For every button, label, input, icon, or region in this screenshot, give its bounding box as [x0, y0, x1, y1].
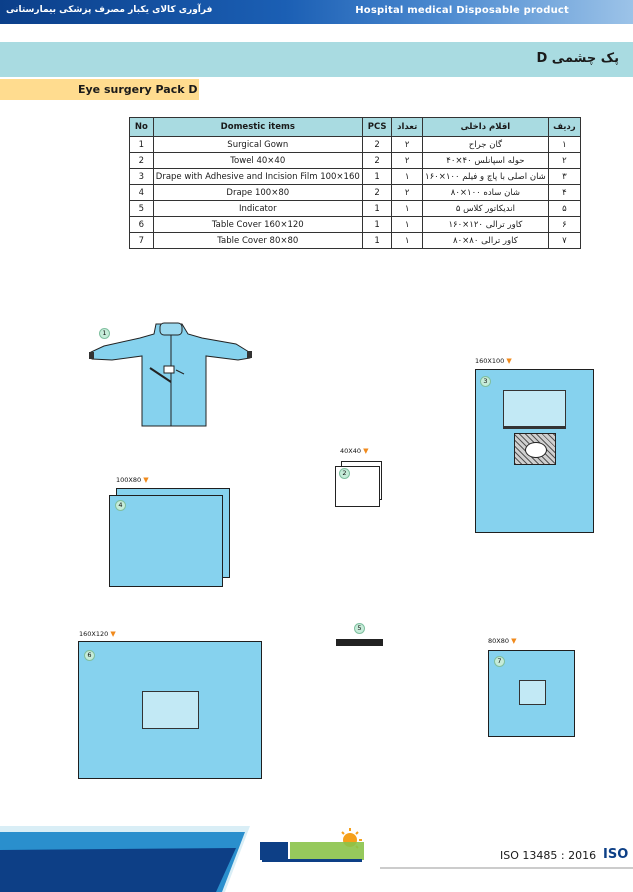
cell-qty-fa: ۱ [392, 201, 423, 217]
col-no: No [130, 118, 154, 137]
items-table [129, 117, 581, 249]
cell-qty-fa: ۱ [392, 169, 423, 185]
table-row [130, 153, 581, 169]
table-header-row [130, 118, 581, 137]
figure-number-6: 6 [84, 650, 95, 661]
cell-item-fa: کاور ترالی ۱۲۰×۱۶۰ [423, 217, 549, 233]
cell-row-fa: ۲ [548, 153, 580, 169]
surgical-gown-illustration [86, 318, 266, 430]
figure-number-1: 1 [99, 328, 110, 339]
cell-item-fa: حوله اسپانلس ۴۰×۴۰ [423, 153, 549, 169]
page-title-fa: پک چشمی D [536, 51, 619, 66]
cell-pcs: 1 [362, 217, 392, 233]
cell-no: 4 [130, 185, 154, 201]
iso-certification-text: ISO 13485 : 2016 [500, 849, 597, 862]
col-qty-fa: تعداد [392, 118, 423, 137]
figure-number-5: 5 [354, 623, 365, 634]
adhesive-pocket [503, 390, 566, 429]
cell-no: 7 [130, 233, 154, 249]
size-arrow-icon: ▼ [511, 637, 517, 645]
cell-no: 3 [130, 169, 154, 185]
col-items-fa: اقلام داخلی [423, 118, 549, 137]
cell-pcs: 1 [362, 201, 392, 217]
cell-pcs: 2 [362, 137, 392, 153]
cell-item: Indicator [153, 201, 362, 217]
indicator-strip [336, 639, 383, 646]
col-pcs: PCS [362, 118, 392, 137]
page-title-en: Eye surgery Pack D [0, 79, 199, 100]
cell-item: Drape with Adhesive and Incision Film 100×160 [153, 169, 362, 185]
cell-item-fa: اندیکاتور کلاس ۵ [423, 201, 549, 217]
table-row [130, 169, 581, 185]
cell-item: Drape 100×80 [153, 185, 362, 201]
table-row [130, 217, 581, 233]
cell-item-fa: گان جراح [423, 137, 549, 153]
size-arrow-icon: ▼ [506, 357, 512, 365]
eye-opening [525, 442, 547, 458]
cell-no: 5 [130, 201, 154, 217]
col-row-fa: ردیف [548, 118, 580, 137]
cover6-size-label: 160X120 ▼ [79, 630, 116, 638]
cell-item: Surgical Gown [153, 137, 362, 153]
incision-film-area [514, 433, 556, 465]
main-drape-illustration [475, 369, 594, 533]
table-row [130, 233, 581, 249]
cell-no: 6 [130, 217, 154, 233]
cover7-center-panel [519, 680, 546, 705]
size-arrow-icon: ▼ [363, 447, 369, 455]
top-header-bar [0, 0, 633, 24]
figure-number-3: 3 [480, 376, 491, 387]
drape4-size-label: 100X80 ▼ [116, 476, 149, 484]
col-items: Domestic items [153, 118, 362, 137]
cell-qty-fa: ۲ [392, 153, 423, 169]
cell-row-fa: ۵ [548, 201, 580, 217]
cell-pcs: 1 [362, 169, 392, 185]
cell-qty-fa: ۱ [392, 233, 423, 249]
cell-qty-fa: ۲ [392, 137, 423, 153]
cell-qty-fa: ۲ [392, 185, 423, 201]
cell-pcs: 2 [362, 185, 392, 201]
cell-no: 1 [130, 137, 154, 153]
cell-row-fa: ۳ [548, 169, 580, 185]
title-band [0, 42, 633, 77]
table-cover-160x120-illustration [78, 641, 262, 779]
cell-pcs: 1 [362, 233, 392, 249]
table-row [130, 185, 581, 201]
company-name-en: Hospital medical Disposable product [355, 5, 569, 16]
cell-item-fa: شان ساده ۱۰۰×۸۰ [423, 185, 549, 201]
figure-number-4: 4 [115, 500, 126, 511]
cell-row-fa: ۱ [548, 137, 580, 153]
cell-item-fa: کاور ترالی ۸۰×۸۰ [423, 233, 549, 249]
size-arrow-icon: ▼ [143, 476, 149, 484]
cell-item: Towel 40×40 [153, 153, 362, 169]
figure-number-7: 7 [494, 656, 505, 667]
cell-item-fa: شان اصلی با پاچ و فیلم ۱۰۰×۱۶۰ [423, 169, 549, 185]
company-logo-icon [258, 828, 370, 864]
cell-item: Table Cover 160×120 [153, 217, 362, 233]
table-row [130, 201, 581, 217]
cell-no: 2 [130, 153, 154, 169]
cell-qty-fa: ۱ [392, 217, 423, 233]
cell-row-fa: ۷ [548, 233, 580, 249]
drape3-size-label: 160X100 ▼ [475, 357, 512, 365]
towel-size-label: 40X40 ▼ [340, 447, 369, 455]
size-arrow-icon: ▼ [110, 630, 116, 638]
cover6-center-panel [142, 691, 199, 729]
cell-row-fa: ۴ [548, 185, 580, 201]
figure-number-2: 2 [339, 468, 350, 479]
iso-logo: ISO [603, 847, 629, 862]
cell-row-fa: ۶ [548, 217, 580, 233]
drape4-front-sheet [109, 495, 223, 587]
company-name-fa: فرآوری کالای یکبار مصرف پزشکی بیمارستانی [6, 5, 213, 15]
table-row [130, 137, 581, 153]
cell-pcs: 2 [362, 153, 392, 169]
cell-item: Table Cover 80×80 [153, 233, 362, 249]
cover7-size-label: 80X80 ▼ [488, 637, 517, 645]
